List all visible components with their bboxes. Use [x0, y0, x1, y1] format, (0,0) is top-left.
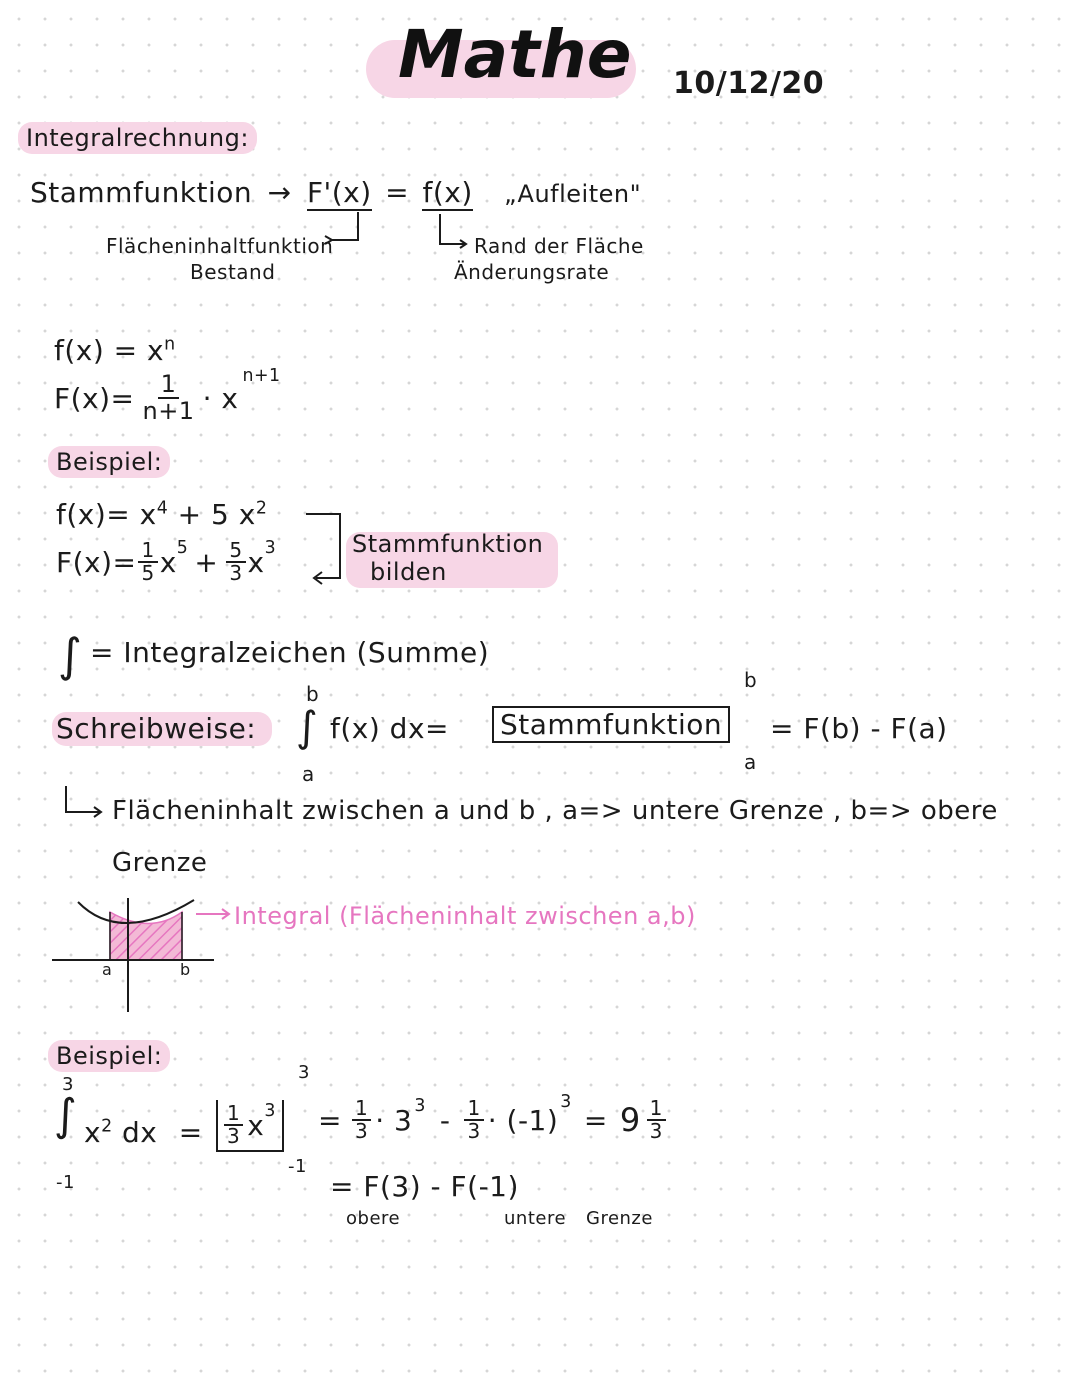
general-F-lhs: F(x)= [54, 381, 135, 415]
example1-F-frac2-den: 3 [229, 561, 243, 585]
schreibweise-integral-symbol: ∫ [296, 702, 319, 751]
annotation-flaecheninhaltfunktion: Flächeninhaltfunktion [106, 234, 334, 258]
example1-F-frac1-den: 5 [141, 561, 155, 585]
page-title: Mathe [398, 16, 632, 93]
annotation-bestand: Bestand [190, 260, 276, 284]
example2-term2-frac-den: 3 [467, 1119, 481, 1143]
example2-integrand-exp: 2 [101, 1116, 113, 1137]
example1-F-exp1: 5 [176, 538, 189, 558]
annotation-rand: Rand der Fläche [474, 234, 644, 258]
example2-result-frac-den: 3 [649, 1119, 663, 1143]
example1-F-frac2-num: 5 [226, 540, 245, 563]
example1-label: Beispiel: [48, 446, 170, 478]
example2-dx: dx [122, 1116, 158, 1149]
example2-int-upper: 3 [62, 1074, 74, 1095]
example2-bracket-x: x [247, 1108, 265, 1142]
graph-annotation: Integral (Flächeninhalt zwischen a,b) [234, 902, 696, 930]
example2-term1-frac-num: 1 [352, 1098, 371, 1121]
example1-note-line1: Stammfunktion [352, 530, 544, 558]
example1-f-text: f(x)= x [56, 498, 157, 531]
integral-symbol: ∫ [58, 628, 83, 682]
example2-term2-frac-num: 1 [464, 1098, 483, 1121]
example2-obere: obere [346, 1208, 401, 1229]
example2-int-lower: -1 [56, 1172, 75, 1193]
graph-label-a: a [102, 960, 113, 979]
example2-bracket-frac-num: 1 [224, 1103, 243, 1126]
schreibweise-bracket: Stammfunktion [492, 706, 730, 743]
example2-result-frac-num: 1 [647, 1098, 666, 1121]
example1-F-x2: x [247, 545, 265, 579]
example1-f-mid: + 5 x [177, 498, 256, 531]
schreibweise-bracket-upper: b [744, 668, 758, 692]
general-F-frac-num: 1 [158, 372, 180, 399]
example2-term2-rest: · (-1) [487, 1103, 559, 1137]
arrow-right-icon: → [267, 176, 292, 209]
general-F-times: · x [202, 381, 239, 415]
example2-label: Beispiel: [48, 1040, 170, 1072]
schreibweise-lower: a [302, 762, 315, 786]
date: 10/12/20 [673, 66, 825, 101]
schreibweise-label: Schreibweise: [56, 712, 257, 745]
example2-eq3: = [583, 1103, 608, 1137]
integral-definition: = Integralzeichen (Summe) [90, 636, 490, 669]
example2-term2-frac [464, 1098, 483, 1142]
schreibweise-upper: b [306, 682, 320, 706]
example2-result-whole: 9 [619, 1101, 641, 1139]
example2-line2: = F(3) - F(-1) [330, 1170, 519, 1203]
example2-bracket [216, 1100, 284, 1152]
example2-integral-symbol: ∫ [54, 1090, 78, 1141]
example2-term2-exp: 3 [560, 1092, 572, 1112]
general-f-lhs: f(x) = x [54, 334, 165, 367]
example2-grenze: Grenze [586, 1208, 653, 1229]
example1-F-x1: x [159, 545, 177, 579]
graph-arrow-icon [0, 0, 260, 940]
example2-term1-rest: · 3 [375, 1103, 413, 1137]
schreibweise-result: = F(b) - F(a) [770, 712, 948, 745]
example2-integrand-x: x [84, 1116, 102, 1149]
example2-untere: untere [504, 1208, 567, 1229]
explanation-line2: Grenze [112, 848, 208, 878]
schreibweise-integrand: f(x) dx= [330, 712, 449, 745]
example2-result-frac [647, 1098, 666, 1142]
example1-F-lhs: F(x)= [56, 545, 137, 579]
example2-term1-frac-den: 3 [354, 1119, 369, 1143]
stammfunktion-term: Stammfunktion [30, 176, 253, 209]
example2-minus: - [439, 1103, 451, 1137]
schreibweise-bracket-lower: a [744, 750, 757, 774]
example2-bracket-lower: -1 [288, 1156, 307, 1177]
example2-bracket-frac-den: 3 [227, 1124, 241, 1148]
graph-label-b: b [180, 960, 191, 979]
example2-calc [308, 1092, 666, 1143]
example2-bracket-frac [224, 1103, 243, 1147]
example2-term1-frac [352, 1098, 371, 1142]
example2-eq1: = [178, 1116, 203, 1149]
example1-f-exp1: 4 [156, 498, 169, 519]
example2-integrand [84, 1116, 203, 1149]
example2-eq2: = [318, 1103, 342, 1137]
section-heading: Integralrechnung: [18, 122, 257, 154]
annotation-aenderungsrate: Änderungsrate [454, 260, 610, 284]
example1-note-line2: bilden [370, 558, 447, 586]
explanation-line1: Flächeninhalt zwischen a und b , a=> untere Grenze , b=> obere [112, 796, 998, 826]
f-prime-term: F'(x) [306, 176, 372, 209]
f-term: f(x) [422, 176, 473, 209]
general-f-exponent: n [164, 334, 176, 355]
equals-sign: = [385, 176, 410, 209]
example1-F-plus: + [194, 545, 219, 579]
example2-bracket-upper: 3 [298, 1062, 310, 1083]
example1-F-frac1-num: 1 [138, 540, 157, 563]
general-F-frac-den: n+1 [142, 397, 195, 426]
example1-F-exp2: 3 [264, 538, 277, 558]
aufleiten-label: „Aufleiten" [504, 180, 642, 208]
example1-f-exp2: 2 [255, 498, 268, 519]
example2-term1-exp: 3 [414, 1096, 426, 1116]
general-F-exponent: n+1 [242, 366, 281, 387]
example2-bracket-exp: 3 [264, 1101, 276, 1121]
